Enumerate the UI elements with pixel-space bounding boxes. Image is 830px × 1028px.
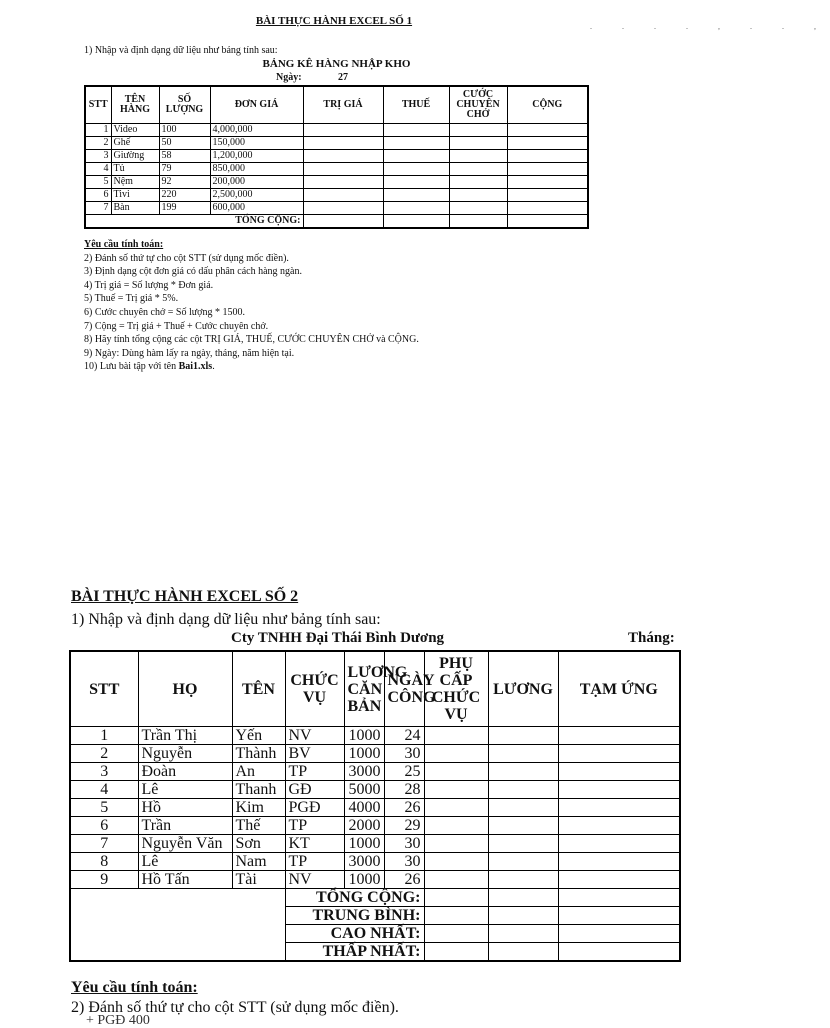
cell-allowance[interactable]: [424, 817, 488, 835]
table-row: [70, 781, 680, 799]
cell-first-name[interactable]: Tài: [232, 871, 285, 889]
cell-unit-price[interactable]: 850,000: [210, 163, 303, 176]
blank-cell: [70, 889, 285, 907]
cell-salary[interactable]: [488, 817, 558, 835]
summary-cell[interactable]: [558, 889, 680, 907]
summary-row-average: [70, 907, 680, 925]
cell-total[interactable]: [507, 189, 588, 202]
header-stt: STT: [70, 651, 138, 727]
table-row: [70, 871, 680, 889]
cell-advance[interactable]: [558, 763, 680, 781]
exercise-1-title: BÀI THỰC HÀNH EXCEL SỐ 1: [255, 15, 413, 27]
table-row: [70, 799, 680, 817]
summary-cell[interactable]: [558, 907, 680, 925]
summary-label: CAO NHẤT:: [285, 925, 424, 943]
exercise-2-instruction: 1) Nhập và định dạng dữ liệu như bảng tính sau:: [71, 611, 381, 628]
table-row: [85, 176, 588, 189]
exercise-1-requirements: [84, 238, 419, 374]
cell-position[interactable]: NV: [285, 871, 344, 889]
month-label: Tháng:: [628, 630, 675, 646]
cell-stt[interactable]: 1: [70, 727, 138, 745]
cell-stt[interactable]: 7: [70, 835, 138, 853]
summary-cell[interactable]: [424, 943, 488, 962]
cell-last-name[interactable]: Hồ Tấn: [138, 871, 232, 889]
cell-work-days[interactable]: 30: [384, 745, 424, 763]
cell-work-days[interactable]: 26: [384, 799, 424, 817]
cell-stt[interactable]: 5: [85, 176, 111, 189]
summary-cell[interactable]: [558, 943, 680, 962]
header-quantity: SỐ LƯỢNG: [159, 86, 210, 124]
cell-stt[interactable]: 7: [85, 202, 111, 215]
cell-unit-price[interactable]: 150,000: [210, 137, 303, 150]
table-row: [85, 163, 588, 176]
cell-tax[interactable]: [383, 137, 449, 150]
cell-position[interactable]: BV: [285, 745, 344, 763]
requirement-item: 5) Thuế = Trị giá * 5%.: [84, 293, 179, 305]
cell-position[interactable]: TP: [285, 763, 344, 781]
cell-stt[interactable]: 6: [70, 817, 138, 835]
total-value[interactable]: [303, 215, 383, 229]
cell-first-name[interactable]: Thanh: [232, 781, 285, 799]
blank-cell: [70, 907, 285, 925]
cell-value[interactable]: [303, 124, 383, 137]
cell-unit-price[interactable]: 200,000: [210, 176, 303, 189]
filename: Bai1.xls: [178, 361, 213, 373]
cell-stt[interactable]: 2: [85, 137, 111, 150]
header-value: TRỊ GIÁ: [303, 86, 383, 124]
total-shipping[interactable]: [449, 215, 507, 229]
cell-shipping[interactable]: [449, 176, 507, 189]
cell-last-name[interactable]: Nguyễn: [138, 745, 232, 763]
cell-salary[interactable]: [488, 781, 558, 799]
cell-first-name[interactable]: Sơn: [232, 835, 285, 853]
cell-stt[interactable]: 4: [70, 781, 138, 799]
cell-base-salary[interactable]: 3000: [344, 853, 384, 871]
cell-allowance[interactable]: [424, 745, 488, 763]
header-stt: STT: [85, 86, 111, 124]
cell-stt[interactable]: 1: [85, 124, 111, 137]
cell-quantity[interactable]: 58: [159, 150, 210, 163]
cell-first-name[interactable]: Kim: [232, 799, 285, 817]
table-row: [85, 124, 588, 137]
blank-cell: [70, 943, 285, 962]
header-first-name: TÊN: [232, 651, 285, 727]
cell-salary[interactable]: [488, 799, 558, 817]
inventory-table: [84, 85, 589, 229]
header-tax: THUẾ: [383, 86, 449, 124]
table-row: [70, 817, 680, 835]
summary-row-max: [70, 925, 680, 943]
cell-base-salary[interactable]: 1000: [344, 835, 384, 853]
cell-tax[interactable]: [383, 189, 449, 202]
cell-value[interactable]: [303, 137, 383, 150]
cell-salary[interactable]: [488, 835, 558, 853]
cell-base-salary[interactable]: 1000: [344, 745, 384, 763]
summary-label: TRUNG BÌNH:: [285, 907, 424, 925]
cell-stt[interactable]: 2: [70, 745, 138, 763]
header-item-name: TÊN HÀNG: [111, 86, 159, 124]
cell-value[interactable]: [303, 163, 383, 176]
header-position-allowance: PHỤ CẤP CHỨC VỤ: [424, 651, 488, 727]
clipped-line: + PGĐ 400: [86, 1013, 150, 1028]
cell-advance[interactable]: [558, 835, 680, 853]
summary-cell[interactable]: [488, 943, 558, 962]
header-dots: . . . . , . . ,: [590, 22, 830, 31]
cell-first-name[interactable]: Yến: [232, 727, 285, 745]
cell-position[interactable]: TP: [285, 817, 344, 835]
cell-total[interactable]: [507, 163, 588, 176]
cell-allowance[interactable]: [424, 781, 488, 799]
cell-position[interactable]: NV: [285, 727, 344, 745]
cell-advance[interactable]: [558, 799, 680, 817]
cell-allowance[interactable]: [424, 853, 488, 871]
cell-value[interactable]: [303, 176, 383, 189]
cell-base-salary[interactable]: 5000: [344, 781, 384, 799]
summary-cell[interactable]: [488, 925, 558, 943]
requirement-item: 3) Định dạng cột đơn giá có dấu phân cách hàng ngàn.: [84, 266, 302, 278]
cell-shipping[interactable]: [449, 137, 507, 150]
cell-position[interactable]: KT: [285, 835, 344, 853]
cell-stt[interactable]: 3: [70, 763, 138, 781]
total-row: [85, 215, 588, 229]
header-shipping: CƯỚC CHUYÊN CHỞ: [449, 86, 507, 124]
cell-value[interactable]: [303, 150, 383, 163]
cell-unit-price[interactable]: 2,500,000: [210, 189, 303, 202]
header-salary: LƯƠNG: [488, 651, 558, 727]
requirement-item: 7) Cộng = Trị giá + Thuế + Cước chuyên chở.: [84, 320, 269, 332]
cell-shipping[interactable]: [449, 189, 507, 202]
cell-base-salary[interactable]: 4000: [344, 799, 384, 817]
cell-base-salary[interactable]: 3000: [344, 763, 384, 781]
cell-value[interactable]: [303, 202, 383, 215]
cell-salary[interactable]: [488, 763, 558, 781]
cell-total[interactable]: [507, 202, 588, 215]
total-tax[interactable]: [383, 215, 449, 229]
cell-total[interactable]: [507, 176, 588, 189]
cell-tax[interactable]: [383, 202, 449, 215]
summary-cell[interactable]: [488, 907, 558, 925]
cell-advance[interactable]: [558, 745, 680, 763]
cell-quantity[interactable]: 79: [159, 163, 210, 176]
cell-advance[interactable]: [558, 781, 680, 799]
cell-base-salary[interactable]: 1000: [344, 871, 384, 889]
cell-advance[interactable]: [558, 871, 680, 889]
cell-item-name[interactable]: Ghế: [111, 137, 159, 150]
cell-quantity[interactable]: 220: [159, 189, 210, 202]
cell-position[interactable]: GĐ: [285, 781, 344, 799]
date-value: 27: [338, 72, 348, 83]
cell-tax[interactable]: [383, 150, 449, 163]
cell-position[interactable]: TP: [285, 853, 344, 871]
cell-item-name[interactable]: Tủ: [111, 163, 159, 176]
table-row: [85, 150, 588, 163]
summary-row-min: [70, 943, 680, 962]
requirement-item: 9) Ngày: Dùng hàm lấy ra ngày, tháng, năm hiện tại.: [84, 347, 295, 359]
cell-work-days[interactable]: 29: [384, 817, 424, 835]
requirement-item: 8) Hãy tính tổng cộng các cột TRỊ GIÁ, THUẾ, CƯỚC CHUYÊN CHỞ và CỘNG.: [84, 334, 419, 346]
table-row: [70, 853, 680, 871]
cell-salary[interactable]: [488, 853, 558, 871]
header-position: CHỨC VỤ: [285, 651, 344, 727]
summary-cell[interactable]: [424, 889, 488, 907]
table-row: [70, 727, 680, 745]
cell-salary[interactable]: [488, 871, 558, 889]
cell-tax[interactable]: [383, 176, 449, 189]
requirement-item: 4) Trị giá = Số lượng * Đơn giá.: [84, 279, 214, 291]
requirement-item: [84, 360, 419, 374]
date-label: Ngày:: [276, 72, 302, 83]
cell-last-name[interactable]: Đoàn: [138, 763, 232, 781]
cell-allowance[interactable]: [424, 727, 488, 745]
summary-cell[interactable]: [488, 889, 558, 907]
cell-quantity[interactable]: 92: [159, 176, 210, 189]
cell-quantity[interactable]: 199: [159, 202, 210, 215]
cell-unit-price[interactable]: 1,200,000: [210, 150, 303, 163]
cell-advance[interactable]: [558, 817, 680, 835]
cell-unit-price[interactable]: 600,000: [210, 202, 303, 215]
header-work-days: NGÀY CÔNG: [384, 651, 424, 727]
table-row: [85, 189, 588, 202]
cell-shipping[interactable]: [449, 150, 507, 163]
cell-shipping[interactable]: [449, 163, 507, 176]
cell-allowance[interactable]: [424, 871, 488, 889]
summary-label: TỔNG CỘNG:: [285, 889, 424, 907]
exercise-2-requirements-title: Yêu cầu tính toán:: [71, 979, 198, 996]
cell-first-name[interactable]: Thế: [232, 817, 285, 835]
table-row: [70, 763, 680, 781]
cell-last-name[interactable]: Trần Thị: [138, 727, 232, 745]
cell-value[interactable]: [303, 189, 383, 202]
cell-advance[interactable]: [558, 727, 680, 745]
cell-tax[interactable]: [383, 163, 449, 176]
table-1-title: BẢNG KÊ HÀNG NHẬP KHO: [262, 58, 411, 70]
cell-salary[interactable]: [488, 745, 558, 763]
cell-stt[interactable]: 3: [85, 150, 111, 163]
cell-stt[interactable]: 8: [70, 853, 138, 871]
cell-last-name[interactable]: Lê: [138, 781, 232, 799]
requirement-text: 10) Lưu bài tập với tên: [84, 361, 179, 373]
cell-tax[interactable]: [383, 124, 449, 137]
cell-position[interactable]: PGĐ: [285, 799, 344, 817]
cell-work-days[interactable]: 30: [384, 835, 424, 853]
requirement-item: 6) Cước chuyên chở = Số lượng * 1500.: [84, 306, 245, 318]
cell-item-name[interactable]: Tivi: [111, 189, 159, 202]
cell-first-name[interactable]: Nam: [232, 853, 285, 871]
cell-last-name[interactable]: Hồ: [138, 799, 232, 817]
header-advance: TẠM ỨNG: [558, 651, 680, 727]
cell-quantity[interactable]: 50: [159, 137, 210, 150]
cell-stt[interactable]: 5: [70, 799, 138, 817]
cell-work-days[interactable]: 28: [384, 781, 424, 799]
cell-last-name[interactable]: Lê: [138, 853, 232, 871]
table-row: [85, 137, 588, 150]
summary-row-total: [70, 889, 680, 907]
cell-salary[interactable]: [488, 727, 558, 745]
cell-advance[interactable]: [558, 853, 680, 871]
requirement-suffix: .: [212, 361, 215, 373]
cell-work-days[interactable]: 26: [384, 871, 424, 889]
cell-first-name[interactable]: Thành: [232, 745, 285, 763]
header-base-salary: LƯƠNG CĂN BẢN: [344, 651, 384, 727]
exercise-2-requirement: 2) Đánh số thứ tự cho cột STT (sử dụng mốc điền).: [71, 999, 399, 1016]
cell-item-name[interactable]: Bàn: [111, 202, 159, 215]
table-header-row: [85, 86, 588, 124]
cell-allowance[interactable]: [424, 835, 488, 853]
cell-work-days[interactable]: 25: [384, 763, 424, 781]
cell-stt[interactable]: 9: [70, 871, 138, 889]
table-header-row: [70, 651, 680, 727]
cell-work-days[interactable]: 24: [384, 727, 424, 745]
total-label: TỔNG CỘNG:: [235, 215, 301, 226]
exercise-1-instruction: 1) Nhập và định dạng dữ liệu như bảng tính sau:: [84, 45, 278, 56]
cell-allowance[interactable]: [424, 763, 488, 781]
summary-cell[interactable]: [424, 925, 488, 943]
cell-item-name[interactable]: Giường: [111, 150, 159, 163]
cell-stt[interactable]: 4: [85, 163, 111, 176]
cell-base-salary[interactable]: 2000: [344, 817, 384, 835]
company-name: Cty TNHH Đại Thái Bình Dương: [231, 630, 445, 646]
requirements-title: Yêu cầu tính toán:: [84, 239, 164, 250]
cell-first-name[interactable]: An: [232, 763, 285, 781]
cell-base-salary[interactable]: 1000: [344, 727, 384, 745]
cell-quantity[interactable]: 100: [159, 124, 210, 137]
table-row: [85, 202, 588, 215]
blank-cell: [70, 925, 285, 943]
cell-unit-price[interactable]: 4,000,000: [210, 124, 303, 137]
payroll-table: [69, 650, 681, 962]
cell-shipping[interactable]: [449, 202, 507, 215]
header-total: CỘNG: [507, 86, 588, 124]
cell-total[interactable]: [507, 150, 588, 163]
cell-work-days[interactable]: 30: [384, 853, 424, 871]
summary-cell[interactable]: [558, 925, 680, 943]
table-row: [70, 745, 680, 763]
summary-cell[interactable]: [424, 907, 488, 925]
cell-total[interactable]: [507, 137, 588, 150]
table-row: [70, 835, 680, 853]
cell-item-name[interactable]: Video: [111, 124, 159, 137]
header-unit-price: ĐƠN GIÁ: [210, 86, 303, 124]
cell-shipping[interactable]: [449, 124, 507, 137]
requirement-item: 2) Đánh số thứ tự cho cột STT (sử dụng mốc điền).: [84, 252, 289, 264]
exercise-2-title: BÀI THỰC HÀNH EXCEL SỐ 2: [71, 588, 299, 605]
cell-stt[interactable]: 6: [85, 189, 111, 202]
cell-allowance[interactable]: [424, 799, 488, 817]
cell-item-name[interactable]: Nệm: [111, 176, 159, 189]
cell-total[interactable]: [507, 124, 588, 137]
cell-last-name[interactable]: Nguyễn Văn: [138, 835, 232, 853]
summary-label: THẤP NHẤT:: [285, 943, 424, 962]
total-sum[interactable]: [507, 215, 588, 229]
cell-last-name[interactable]: Trần: [138, 817, 232, 835]
header-last-name: HỌ: [138, 651, 232, 727]
